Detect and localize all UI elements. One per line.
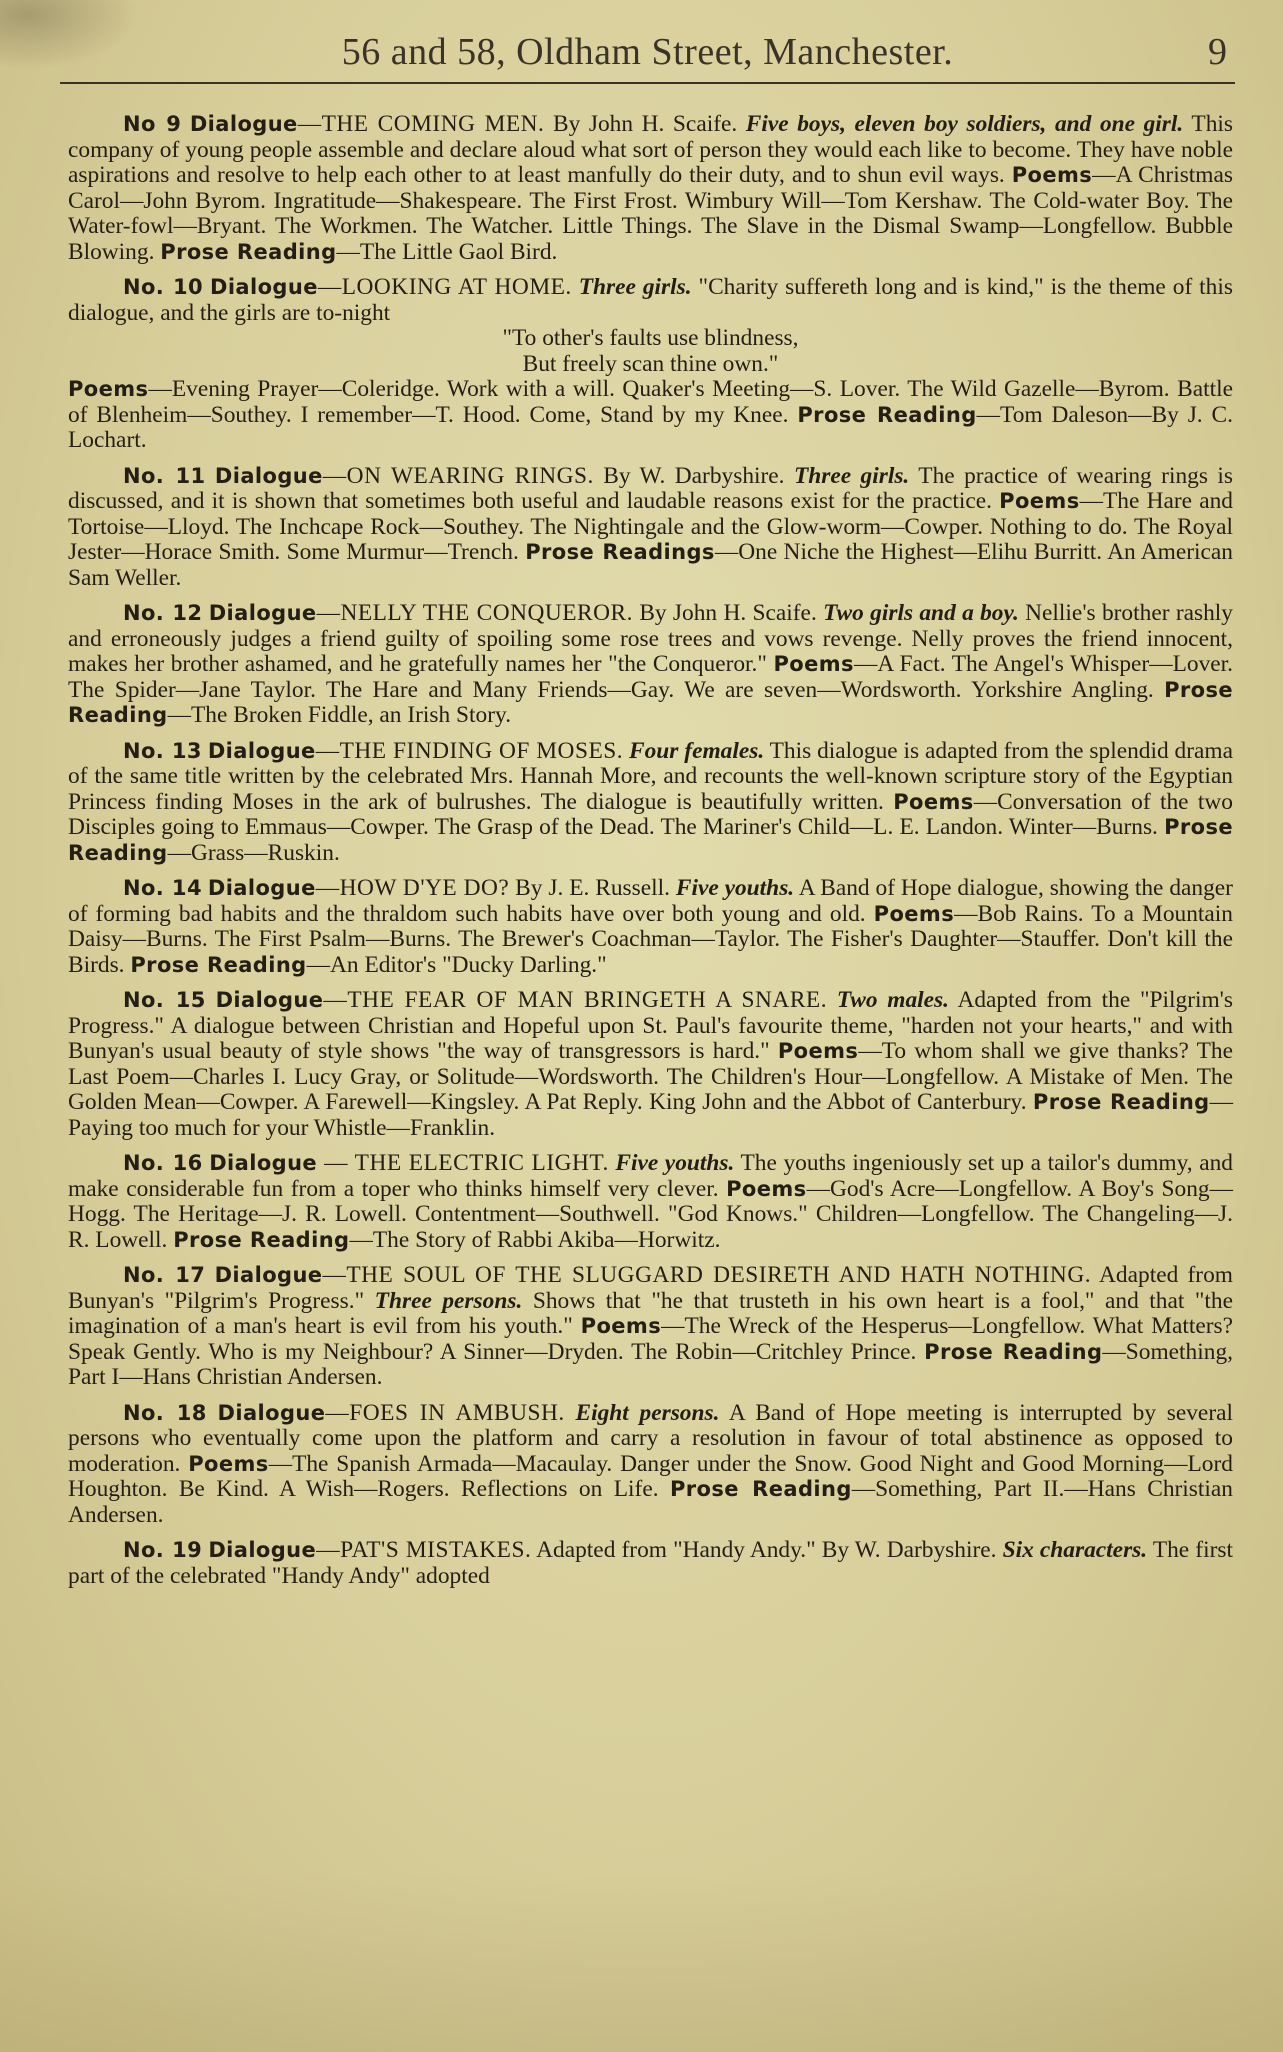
catalogue-entries [68,112,1233,1599]
entry-title: — THE ELECTRIC LIGHT. [317,1150,609,1176]
entry-cast: Three girls. [793,462,910,489]
entry-description: A Band of Hope meeting is interrupted by several persons who eventually come upon the platform and carry a resolution in favour of total abstinence as opposed to moderation. [68,1399,1233,1477]
catalogue-entry [68,601,1233,729]
entry-number: No. 13 [123,738,202,763]
entry-description: The youths ingeniously set up a tailor's dummy, and make considerable fun from a toper who thinks himself very clever. [68,1150,1233,1202]
entry-number: No. 18 [123,1400,207,1425]
entry-label: Dialogue [214,463,323,488]
poems-list: —God's Acre—Longfellow. A Boy's Song—Hogg. The Heritage—J. R. Lowell. Contentment—Southwell. "God Knows." Children—Longfellow. The Changeling—J. R. Lowell. [68,1175,1233,1253]
prose-list: —An Editor's "Ducky Darling." [306,951,607,978]
catalogue-entry [68,112,1233,265]
entry-title: —ON WEARING RINGS. [322,462,594,489]
entry-cast: Five boys, eleven boy soldiers, and one girl. [745,111,1184,137]
prose-label: Prose Reading [68,677,1233,727]
prose-label: Prose Reading [797,402,977,427]
prose-label: Prose Reading [130,952,307,977]
entry-title: —THE FEAR OF MAN BRINGETH A SNARE. [323,987,828,1013]
prose-list: —Paying too much for your Whistle—Franklin. [68,1089,1233,1141]
entry-number: No. 14 [123,876,202,900]
poems-list: —Evening Prayer—Coleridge. Work with a will. Quaker's Meeting—S. Lover. The Wild Gazelle—Byrom. Battle of Blenheim—Southey. I remember—T. Hood. Come, Stand by my Knee. [68,376,1233,428]
entry-author [565,1400,576,1426]
entry-title: —THE COMING MEN. [297,111,545,137]
prose-list: —Tom Daleson—By J. C. Lochart. [68,401,1233,453]
entry-number: No. 12 [123,601,203,625]
poems-list: —A Christmas Carol—John Byrom. Ingratitude—Shakespeare. The First Frost. Wimbury Will—Tom Kershaw. The Cold-water Boy. The Water-fowl—Bryant. The Workmen. The Watcher. Little Things. The Slave in the Dismal Swamp—Longfellow. Bubble Blowing. [68,162,1233,265]
entry-description: "Charity suffereth long and is kind," is the theme of this dialogue, and the girls are to-night [68,274,1233,326]
entry-number: No 9 [123,112,182,136]
entry-description: Adapted from the "Pilgrim's Progress." A dialogue between Christian and Hopeful upon St. Paul's favourite theme, "harden not your hearts," and with Bunyan's usual beauty of style shows "the way of transgressors is hard." [68,987,1233,1064]
entry-cast: Six characters. [1002,1537,1148,1563]
poems-label: Poems [873,901,955,926]
header-address: 56 and 58, Oldham Street, Manchester. [341,31,954,73]
entry-label: Dialogue [208,1538,317,1562]
prose-label: Prose Reading [173,1227,350,1252]
entry-author: By J. E. Russell. [509,875,676,901]
poems-label: Poems [726,1176,807,1201]
entry-title: —HOW D'YE DO? [315,875,510,901]
entry-cast: Five youths. [675,875,795,901]
prose-list: —Something, Part II.—Hans Christian Andersen. [68,1476,1233,1528]
entry-quote-line: "To other's faults use blindness, [502,325,799,351]
entry-description: The first part of the celebrated "Handy Andy" adopted [68,1537,1233,1589]
page-header [60,22,1235,84]
page-number: 9 [1208,31,1227,73]
entry-label: Dialogue [217,1400,326,1425]
entry-author [572,274,579,300]
entry-number: No. 19 [123,1538,203,1562]
page-stain-bottom [0,1872,1283,2052]
entry-title: —LOOKING AT HOME. [317,274,572,300]
entry-title: —THE SOUL OF THE SLUGGARD DESIRETH AND HATH NOTHING. [322,1262,1092,1288]
entry-title: —PAT'S MISTAKES. [316,1537,532,1563]
poems-list: —Bob Rains. To a Mountain Daisy—Burns. The First Psalm—Burns. The Brewer's Coachman—Taylor. The Fisher's Daughter—Stauffer. Don't kill the Birds. [68,900,1233,978]
entry-author: Adapted from "Handy Andy." By W. Darbyshire. [531,1537,1003,1563]
entry-number: No. 15 [123,988,206,1012]
catalogue-entry [68,464,1233,592]
entry-label: Dialogue [207,876,316,900]
poems-label: Poems [68,377,149,401]
entry-cast: Four females. [629,737,765,764]
prose-label: Prose Reading [68,815,1233,865]
entry-cast: Two males. [836,987,949,1013]
poems-label: Poems [893,789,974,814]
entry-cast: Three persons. [374,1287,523,1314]
entry-cast: Eight persons. [575,1399,720,1426]
entry-author: By John H. Scaife. [544,111,746,137]
prose-list: —The Little Gaol Bird. [336,238,558,265]
entry-number: No. 16 [123,1151,203,1175]
prose-list: —One Niche the Highest—Elihu Burritt. An American Sam Weller. [68,539,1233,591]
entry-cast: Two girls and a boy. [823,600,1019,626]
entry-author: By John H. Scaife. [633,600,824,626]
poems-label: Poems [188,1451,269,1476]
entry-cast: Five youths. [615,1150,735,1176]
entry-title: —THE FINDING OF MOSES. [315,737,624,764]
poems-label: Poems [580,1314,662,1338]
entry-description: The practice of wearing rings is discussed, and it is shown that sometimes both useful and laudable reasons exist for the practice. [68,462,1233,514]
prose-label: Prose Reading [1032,1090,1210,1114]
prose-label: Prose Reading [669,1477,852,1501]
catalogue-entry [68,1151,1233,1253]
prose-list: —Grass—Ruskin. [167,839,340,866]
poems-list: —The Hare and Tortoise—Lloyd. The Inchcape Rock—Southey. The Nightingale and the Glow-worm—Cowper. Nothing to do. The Royal Jester—Horace Smith. Some Murmur—Trench. [68,488,1233,565]
entry-description: Shows that "he that trusteth in his own heart is a fool," and that "the imagination of a man's heart is evil from his youth." [68,1287,1234,1339]
poems-list: —A Fact. The Angel's Whisper—Lover. The Spider—Jane Taylor. The Hare and Many Friends—Gay. We are seven—Wordsworth. Yorkshire Angling. [68,651,1234,703]
catalogue-entry [68,876,1233,978]
entry-quote-line: But freely scan thine own." [522,350,779,377]
entry-number: No. 17 [123,1263,206,1287]
poems-label: Poems [773,652,854,676]
poems-list: —Conversation of the two Disciples going to Emmaus—Cowper. The Grasp of the Dead. The Mariner's Child—L. E. Landon. Winter—Burns. [68,788,1233,840]
entry-label: Dialogue [209,1151,318,1175]
entry-label: Dialogue [207,738,316,763]
poems-label: Poems [1011,163,1093,187]
catalogue-entry [68,275,1233,454]
poems-label: Poems [777,1039,859,1063]
prose-label: Prose Reading [160,239,337,264]
catalogue-entry [68,1263,1233,1391]
catalogue-entry [68,739,1233,867]
entry-description: Nellie's brother rashly and erroneously judges a friend guilty of spoiling some rose trees and vows revenge. Nelly proves the friend innocent, makes her brother ashamed, and he gratefully names her "the Conqueror." [68,600,1233,677]
catalogue-entry [68,1538,1233,1589]
prose-list: —The Broken Fiddle, an Irish Story. [167,702,512,728]
entry-description: This dialogue is adapted from the splendid drama of the same title written by the celebrated Mrs. Hannah More, and recounts the well-known scripture story of the Egyptian Princess finding Moses in the ark of bulrushes. The dialogue is beautifully written. [68,737,1233,815]
prose-label: Prose Reading [924,1339,1103,1364]
catalogue-entry [68,988,1233,1141]
prose-label: Prose Readings [525,540,715,564]
entry-description: A Band of Hope dialogue, showing the danger of forming bad habits and the thraldom such habits have over both young and old. [68,875,1233,927]
entry-label: Dialogue [209,275,318,299]
entry-description: This company of young people assemble and declare aloud what sort of person they would each like to become. They have noble aspirations and resolve to help each other to at least manfully do their duty, and to shun evil ways. [68,111,1234,188]
entry-label: Dialogue [215,988,324,1012]
catalogue-entry [68,1401,1233,1529]
entry-author: Adapted from Bunyan's "Pilgrim's Progress." [68,1262,1233,1314]
entry-label: Dialogue [208,601,317,625]
poems-list: —The Spanish Armada—Macaulay. Danger under the Snow. Good Night and Good Morning—Lord Houghton. Be Kind. A Wish—Rogers. Reflections on Life. [68,1450,1233,1502]
prose-list: —Something, Part I—Hans Christian Andersen. [68,1338,1233,1390]
entry-number: No. 10 [123,275,204,299]
entry-number: No. 11 [123,463,206,488]
prose-list: —The Story of Rabbi Akiba—Horwitz. [349,1226,721,1253]
entry-title: —NELLY THE CONQUEROR. [316,600,633,626]
entry-title: —FOES IN AMBUSH. [325,1399,565,1426]
poems-list: —To whom shall we give thanks? The Last Poem—Charles I. Lucy Gray, or Solitude—Wordsworth. The Children's Hour—Longfellow. A Mistake of Men. The Golden Mean—Cowper. A Farewell—Kingsley. A Pat Reply. King John and the Abbot of Canterbury. [68,1038,1234,1115]
entry-label: Dialogue [214,1263,323,1287]
poems-label: Poems [999,489,1080,513]
entry-author: By W. Darbyshire. [593,462,794,489]
poems-list: —The Wreck of the Hesperus—Longfellow. What Matters? Speak Gently. Who is my Neighbour? A Sinner—Dryden. The Robin—Critchley Prince. [68,1313,1234,1365]
entry-author [827,987,837,1013]
entry-cast: Three girls. [578,274,692,300]
entry-label: Dialogue [189,112,298,136]
